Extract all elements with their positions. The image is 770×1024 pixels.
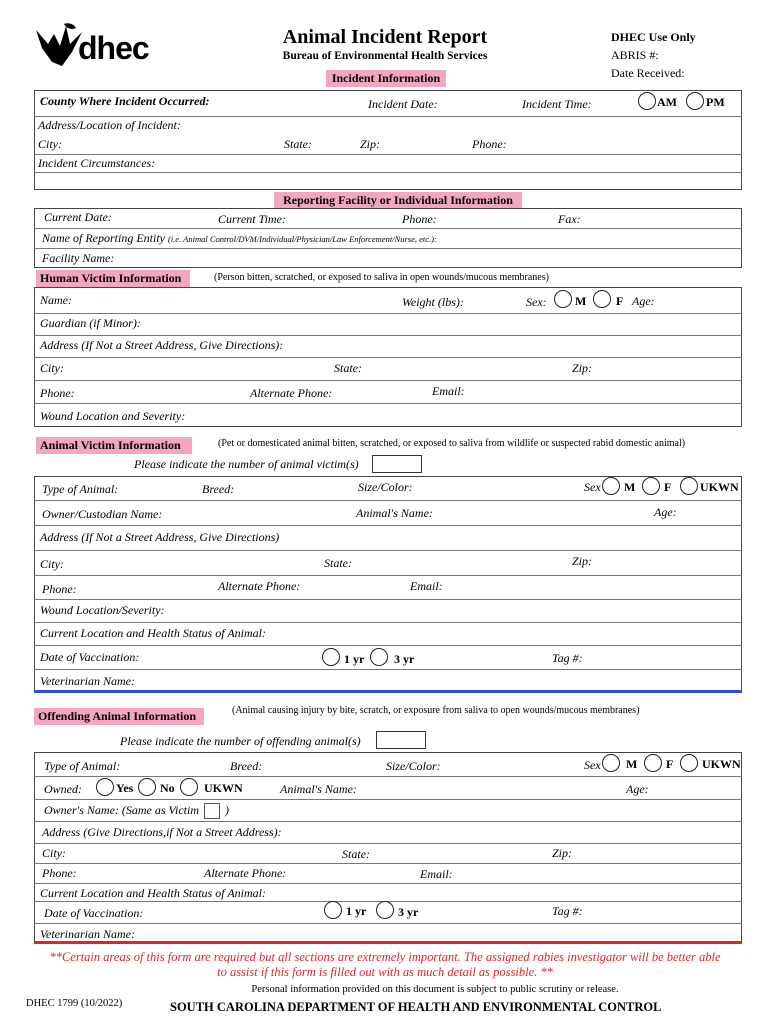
- current-time-field[interactable]: Current Time:: [218, 212, 286, 226]
- human-phone-field[interactable]: Phone:: [40, 386, 75, 400]
- entity-label: Name of Reporting Entity: [42, 231, 165, 245]
- divider: [34, 776, 742, 777]
- av-ukwn-label: UKWN: [700, 480, 739, 494]
- form-title: Animal Incident Report: [282, 26, 488, 48]
- privacy-note: Personal information provided on this document is subject to public scrutiny or release.: [251, 984, 619, 995]
- abris-label: ABRIS #:: [611, 48, 659, 62]
- red-rule: [34, 941, 742, 944]
- pm-label: PM: [706, 95, 725, 109]
- av-phone-field[interactable]: Phone:: [42, 582, 77, 596]
- am-label: AM: [657, 95, 677, 109]
- off-current-location-field[interactable]: Current Location and Health Status of Animal:: [40, 886, 267, 900]
- divider: [34, 525, 742, 526]
- human-age-field[interactable]: Age:: [632, 294, 655, 308]
- divider: [34, 923, 742, 924]
- off-type-field[interactable]: Type of Animal:: [44, 759, 121, 773]
- divider: [34, 550, 742, 551]
- off-3yr-radio[interactable]: [376, 901, 394, 919]
- off-3yr-label: 3 yr: [398, 905, 419, 919]
- animal-victim-section-header: Animal Victim Information: [36, 437, 192, 454]
- logo-text: dhec: [78, 30, 149, 66]
- av-vaccination-field[interactable]: Date of Vaccination:: [40, 650, 140, 664]
- av-1yr-radio[interactable]: [322, 648, 340, 666]
- incident-section-header: Incident Information: [326, 70, 446, 87]
- av-state-field[interactable]: State:: [324, 556, 352, 570]
- owned-yes-label: Yes: [116, 781, 134, 795]
- blue-rule: [34, 690, 742, 693]
- human-section-header: Human Victim Information: [36, 270, 190, 287]
- off-city-field[interactable]: City:: [42, 846, 66, 860]
- reporting-fax-field[interactable]: Fax:: [558, 212, 581, 226]
- reporting-section-header: Reporting Facility or Individual Information: [274, 192, 522, 209]
- am-radio[interactable]: [638, 92, 656, 110]
- divider: [34, 843, 742, 844]
- av-m-radio[interactable]: [602, 477, 620, 495]
- divider: [34, 575, 742, 576]
- av-address-field[interactable]: Address (If Not a Street Address, Give Directions): [40, 530, 280, 544]
- divider: [34, 228, 742, 229]
- av-type-field[interactable]: Type of Animal:: [42, 482, 119, 496]
- human-state-field[interactable]: State:: [334, 361, 362, 375]
- guardian-field[interactable]: Guardian (if Minor):: [40, 316, 141, 330]
- owned-ukwn-label: UKWN: [204, 781, 243, 795]
- department-name: SOUTH CAROLINA DEPARTMENT OF HEALTH AND ENVIRONMENTAL CONTROL: [170, 1000, 662, 1014]
- palmetto-logo-icon: [34, 22, 84, 68]
- owned-label: Owned:: [44, 782, 82, 796]
- av-animal-name-field[interactable]: Animal's Name:: [356, 506, 433, 520]
- av-current-location-field[interactable]: Current Location and Health Status of Animal:: [40, 626, 267, 640]
- divider: [34, 313, 742, 314]
- av-f-radio[interactable]: [642, 477, 660, 495]
- owned-yes-radio[interactable]: [96, 778, 114, 796]
- av-m-label: M: [624, 480, 636, 494]
- off-sex-label: Sex: [584, 758, 601, 772]
- divider: [34, 116, 742, 117]
- divider: [34, 821, 742, 822]
- off-address-field[interactable]: Address (Give Directions,if Not a Street Address):: [42, 825, 282, 839]
- incident-time-field[interactable]: Incident Time:: [522, 97, 592, 111]
- av-breed-field[interactable]: Breed:: [202, 482, 235, 496]
- offending-count-prompt: Please indicate the number of offending animal(s): [120, 734, 361, 748]
- human-f-label: F: [616, 294, 624, 308]
- human-address-field[interactable]: Address (If Not a Street Address, Give Directions):: [40, 338, 284, 352]
- animal-victim-note: (Pet or domesticated animal bitten, scratched, or exposed to saliva from wildlife or suspected rabid domestic animal): [218, 438, 686, 449]
- divider: [34, 500, 742, 501]
- divider: [34, 669, 742, 670]
- human-m-label: M: [575, 294, 587, 308]
- off-animal-name-field[interactable]: Animal's Name:: [280, 782, 357, 796]
- human-wound-field[interactable]: Wound Location and Severity:: [40, 409, 186, 423]
- owned-no-label: No: [160, 781, 175, 795]
- off-1yr-label: 1 yr: [346, 904, 367, 918]
- off-f-radio[interactable]: [644, 754, 662, 772]
- owned-ukwn-radio[interactable]: [180, 778, 198, 796]
- animal-victim-count-input[interactable]: [372, 455, 422, 473]
- bureau-name: Bureau of Environmental Health Services: [282, 50, 488, 62]
- human-alt-phone-field[interactable]: Alternate Phone:: [250, 386, 333, 400]
- human-name-field[interactable]: Name:: [40, 293, 72, 307]
- offending-note: (Animal causing injury by bite, scratch, or exposure from saliva to open wounds/mucous membranes): [232, 705, 640, 716]
- av-alt-phone-field[interactable]: Alternate Phone:: [218, 579, 301, 593]
- county-field[interactable]: County Where Incident Occurred:: [40, 94, 210, 108]
- human-email-field[interactable]: Email:: [432, 384, 465, 398]
- human-city-field[interactable]: City:: [40, 361, 64, 375]
- av-owner-field[interactable]: Owner/Custodian Name:: [42, 507, 163, 521]
- av-f-label: F: [664, 480, 672, 494]
- off-zip-field[interactable]: Zip:: [552, 846, 573, 860]
- human-zip-field[interactable]: Zip:: [572, 361, 593, 375]
- reporting-phone-field[interactable]: Phone:: [402, 212, 437, 226]
- off-m-radio[interactable]: [602, 754, 620, 772]
- incident-address-field[interactable]: Address/Location of Incident:: [38, 118, 181, 132]
- owned-no-radio[interactable]: [138, 778, 156, 796]
- form-number: DHEC 1799 (10/2022): [26, 998, 123, 1009]
- facility-name-field[interactable]: Facility Name:: [42, 251, 115, 265]
- current-date-field[interactable]: Current Date:: [44, 210, 112, 224]
- divider: [34, 599, 742, 600]
- circumstances-field[interactable]: Incident Circumstances:: [38, 156, 156, 170]
- off-size-color-field[interactable]: Size/Color:: [386, 759, 441, 773]
- av-size-color-field[interactable]: Size/Color:: [358, 480, 413, 494]
- off-vet-field[interactable]: Veterinarian Name:: [40, 927, 135, 941]
- off-f-label: F: [666, 757, 674, 771]
- human-sex-label: Sex:: [526, 295, 547, 309]
- off-ukwn-label: UKWN: [702, 757, 741, 771]
- av-city-field[interactable]: City:: [40, 557, 64, 571]
- av-age-field[interactable]: Age:: [654, 505, 677, 519]
- required-note-line2: to assist if this form is filled out with as much detail as possible. **: [217, 965, 553, 979]
- divider: [34, 172, 742, 173]
- animal-victim-count-prompt: Please indicate the number of animal victim(s): [134, 457, 359, 471]
- reporting-entity-field[interactable]: [42, 231, 437, 246]
- pm-radio[interactable]: [686, 92, 704, 110]
- off-tag-field[interactable]: Tag #:: [552, 904, 583, 918]
- off-owner-name-field[interactable]: [44, 803, 229, 819]
- av-3yr-radio[interactable]: [370, 648, 388, 666]
- divider: [34, 645, 742, 646]
- off-1yr-radio[interactable]: [324, 901, 342, 919]
- av-email-field[interactable]: Email:: [410, 579, 443, 593]
- offending-section-header: Offending Animal Information: [34, 708, 204, 725]
- divider: [34, 154, 742, 155]
- incident-zip-field[interactable]: Zip:: [360, 137, 381, 151]
- dhec-logo: [34, 20, 154, 70]
- date-received-label: Date Received:: [611, 66, 685, 80]
- off-state-field[interactable]: State:: [342, 847, 370, 861]
- human-f-radio[interactable]: [593, 290, 611, 308]
- human-note: (Person bitten, scratched, or exposed to saliva in open wounds/mucous membranes): [214, 272, 549, 283]
- off-age-field[interactable]: Age:: [626, 782, 649, 796]
- off-phone-field[interactable]: Phone:: [42, 866, 77, 880]
- incident-state-field[interactable]: State:: [284, 137, 312, 151]
- off-email-field[interactable]: Email:: [420, 867, 453, 881]
- owner-name-label: Owner's Name: (Same as Victim: [44, 803, 199, 817]
- divider: [34, 335, 742, 336]
- incident-date-field[interactable]: Incident Date:: [368, 97, 438, 111]
- incident-phone-field[interactable]: Phone:: [472, 137, 507, 151]
- off-vaccination-field[interactable]: Date of Vaccination:: [44, 906, 144, 920]
- divider: [34, 799, 742, 800]
- divider: [34, 883, 742, 884]
- divider: [34, 357, 742, 358]
- off-alt-phone-field[interactable]: Alternate Phone:: [204, 866, 287, 880]
- divider: [34, 380, 742, 381]
- required-note-line1: **Certain areas of this form are required but all sections are extremely important. The assigned rabies investigator will be better able: [49, 950, 721, 964]
- same-as-victim-checkbox[interactable]: [204, 803, 220, 819]
- owner-name-close: ): [225, 803, 229, 817]
- dhec-use-only: DHEC Use Only: [611, 30, 696, 44]
- av-wound-field[interactable]: Wound Location/Severity:: [40, 603, 165, 617]
- divider: [34, 403, 742, 404]
- av-zip-field[interactable]: Zip:: [572, 554, 593, 568]
- av-3yr-label: 3 yr: [394, 652, 415, 666]
- entity-hint: (i.e. Animal Control/DVM/Individual/Physician/Law Enforcement/Nurse, etc.):: [167, 234, 437, 244]
- incident-city-field[interactable]: City:: [38, 137, 62, 151]
- av-vet-field[interactable]: Veterinarian Name:: [40, 674, 135, 688]
- av-ukwn-radio[interactable]: [680, 477, 698, 495]
- off-m-label: M: [626, 757, 638, 771]
- offending-count-input[interactable]: [376, 731, 426, 749]
- human-weight-field[interactable]: Weight (lbs):: [402, 295, 464, 309]
- divider: [34, 248, 742, 249]
- human-m-radio[interactable]: [554, 290, 572, 308]
- off-breed-field[interactable]: Breed:: [230, 759, 263, 773]
- av-sex-label: Sex: [584, 480, 601, 494]
- divider: [34, 863, 742, 864]
- divider: [34, 622, 742, 623]
- av-tag-field[interactable]: Tag #:: [552, 651, 583, 665]
- av-1yr-label: 1 yr: [344, 652, 365, 666]
- off-ukwn-radio[interactable]: [680, 754, 698, 772]
